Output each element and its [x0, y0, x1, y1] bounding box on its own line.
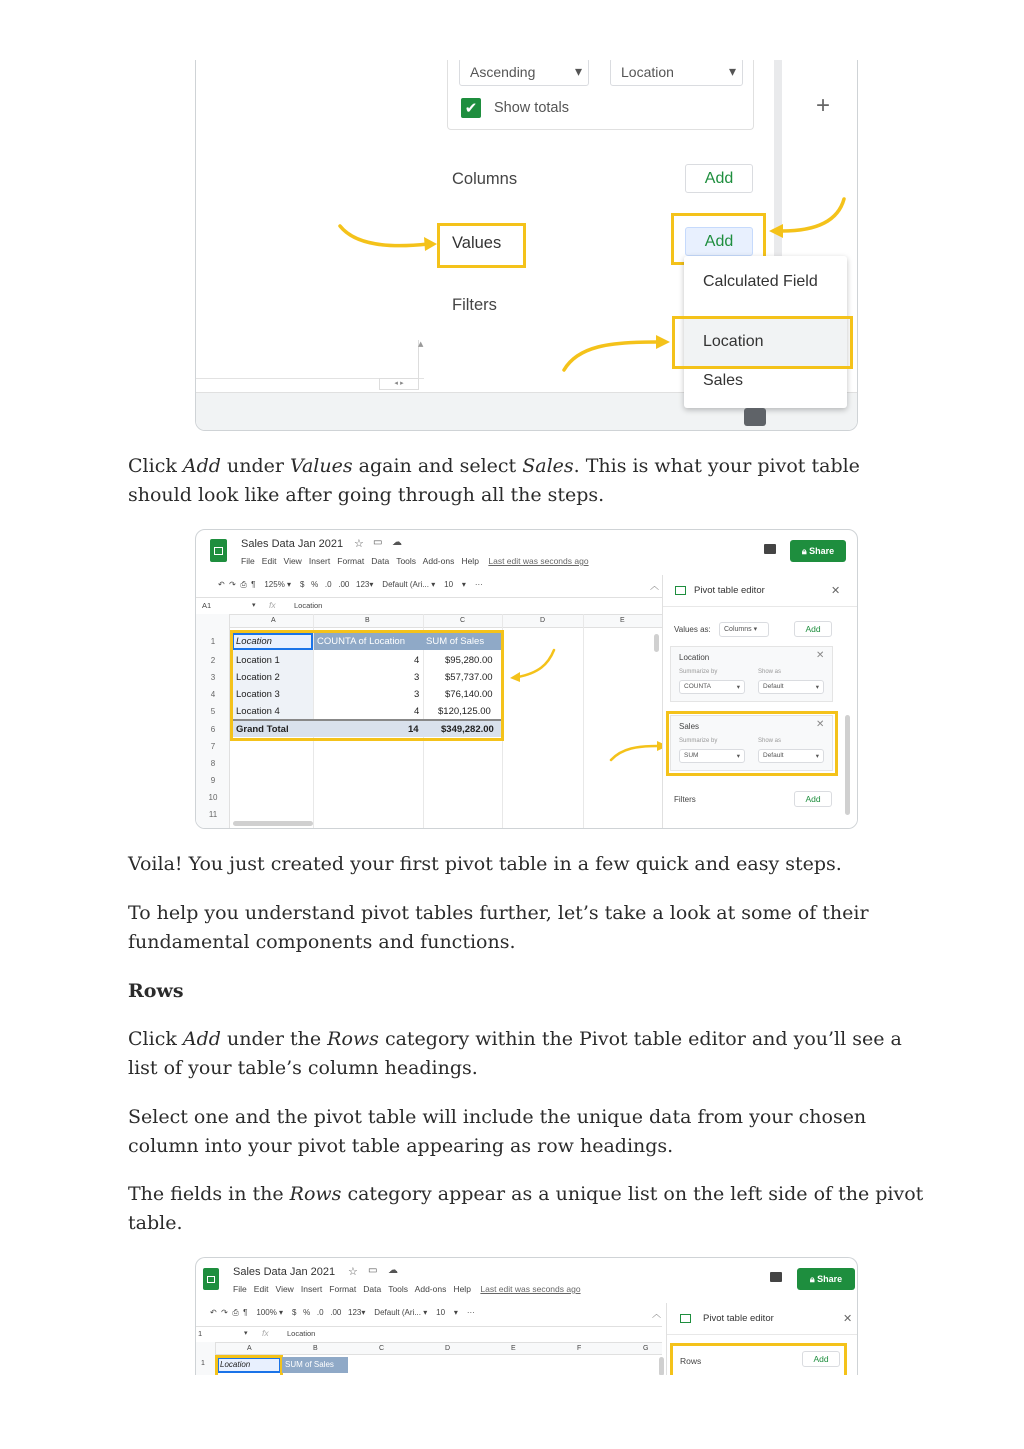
row-number[interactable]: 7 [210, 742, 216, 751]
panel-title: Pivot table editor [694, 585, 765, 596]
row-number[interactable]: 1 [210, 637, 216, 646]
show-as-value: Default [763, 683, 784, 690]
values-label: Values [452, 234, 502, 252]
paragraph-select-one: Select one and the pivot table will include the unique data from your chosen column into your pivot table appearing as row headings. [128, 1106, 867, 1157]
value-card-title: Sales [679, 722, 700, 731]
arrow-to-values-add [766, 195, 848, 240]
cloud-icon[interactable]: ☁ [388, 1265, 398, 1276]
col-header-f[interactable]: F [577, 1345, 582, 1352]
value-card-remove-icon[interactable]: ✕ [816, 650, 825, 661]
dropdown-item-location[interactable]: Location [703, 333, 764, 350]
panel-scrollbar[interactable] [845, 715, 850, 815]
col-header-b[interactable]: B [365, 617, 370, 624]
col-header-e[interactable]: E [620, 617, 625, 624]
cell-ref-dropdown-icon[interactable]: ▾ [252, 602, 256, 609]
percent-button[interactable]: % [303, 1308, 311, 1317]
row-number[interactable]: 2 [210, 656, 216, 665]
panel-title: Pivot table editor [703, 1313, 774, 1324]
decrease-decimal-button[interactable]: .0 [316, 1308, 324, 1317]
col-header-d[interactable]: D [445, 1345, 451, 1352]
row-number[interactable]: 4 [210, 690, 216, 699]
summarize-select[interactable]: COUNTA ▾ [679, 680, 745, 694]
explore-icon[interactable] [744, 408, 766, 426]
sales-card-highlight [666, 711, 838, 776]
dropdown-item-sales[interactable]: Sales [703, 372, 744, 389]
pivot-row-count[interactable]: 4 [414, 706, 420, 717]
values-add-button[interactable]: Add [685, 227, 753, 256]
filters-add-button[interactable]: Add [794, 791, 832, 807]
currency-button[interactable]: $ [299, 580, 305, 589]
sort-by-value: Location [621, 64, 674, 80]
menu-tools[interactable]: Tools [396, 556, 417, 566]
sort-order-select[interactable] [459, 60, 589, 86]
share-button[interactable] [790, 540, 846, 562]
pivot-row-label[interactable]: Location 4 [236, 706, 280, 717]
values-as-select[interactable]: Columns ▾ [719, 622, 769, 637]
more-button[interactable]: ··· [474, 580, 483, 589]
dropdown-item-calculated-field[interactable]: Calculated Field [703, 273, 818, 290]
sheets-logo-icon [203, 1268, 219, 1290]
grand-total-label[interactable]: Grand Total [236, 724, 289, 735]
summarize-select[interactable]: SUM ▾ [679, 749, 745, 763]
add-row-group-plus-icon[interactable]: + [816, 92, 831, 119]
cell-reference[interactable]: 1 [198, 1329, 203, 1338]
panel-scroll-up-icon[interactable]: ▲ [418, 340, 424, 348]
more-button[interactable]: ··· [466, 1308, 475, 1317]
pivot-row-sum[interactable]: $120,125.00 [438, 706, 491, 717]
col-header-d[interactable]: D [540, 617, 546, 624]
lock-icon: 🔒︎ [809, 1274, 815, 1284]
pivot-row-label[interactable]: Location 3 [236, 689, 280, 700]
row-number[interactable]: 8 [210, 759, 216, 768]
show-as-value: Default [763, 752, 784, 759]
formula-input[interactable]: Location [294, 601, 323, 610]
formula-input[interactable]: Location [287, 1329, 316, 1338]
paint-format-icon[interactable]: ¶ [251, 580, 256, 589]
screenshot-final-pivot-table [195, 529, 858, 829]
show-as-label: Show as [758, 669, 782, 675]
rows-add-button[interactable]: Add [802, 1351, 840, 1367]
fx-icon: fx [262, 1328, 269, 1338]
share-label: Share [817, 1274, 843, 1284]
doc-title[interactable]: Sales Data Jan 2021 [241, 538, 344, 550]
collapse-icon[interactable]: ︿ [652, 1309, 662, 1319]
pivot-editor-panel [666, 1303, 858, 1375]
summarize-label: Summarize by [679, 738, 718, 744]
menu-format[interactable]: Format [337, 556, 365, 566]
print-icon[interactable]: ⎙ [240, 580, 247, 589]
paragraph-help-understand: To help you understand pivot tables further, let’s take a look at some of their fundamental components and functions. [128, 902, 869, 953]
menu-tools[interactable]: Tools [388, 1284, 409, 1294]
cell-reference[interactable]: A1 [202, 601, 212, 610]
menu-addons[interactable]: Add-ons [422, 556, 455, 566]
row-number[interactable]: 3 [210, 673, 216, 682]
move-icon[interactable]: ▭ [368, 1265, 378, 1276]
value-card-remove-icon[interactable]: ✕ [816, 719, 825, 730]
menu-bar [241, 556, 589, 566]
increase-decimal-button[interactable]: .00 [338, 580, 350, 589]
paragraph-fields-rows: The fields in the Rows category appear as a unique list on the left side of the pivot table. [128, 1183, 924, 1234]
screenshot-rows-add [195, 1257, 858, 1375]
menu-edit[interactable]: Edit [253, 1284, 269, 1294]
pivot-header-counta[interactable]: COUNTA of Location [317, 636, 406, 647]
paragraph-voila: Voila! You just created your first pivot table in a few quick and easy steps. [128, 853, 842, 875]
menu-help[interactable]: Help [461, 556, 479, 566]
values-as-label: Values as: [674, 625, 711, 634]
values-add-button[interactable]: Add [794, 621, 832, 637]
menu-data[interactable]: Data [363, 1284, 382, 1294]
cell-ref-dropdown-icon[interactable]: ▾ [244, 1330, 248, 1337]
menu-data[interactable]: Data [371, 556, 390, 566]
show-as-select[interactable]: Default ▾ [758, 749, 824, 763]
col-header-a[interactable]: A [271, 617, 276, 624]
row-number[interactable]: 9 [210, 776, 216, 785]
values-as-value: Columns [724, 626, 752, 633]
col-header-c[interactable]: C [379, 1345, 385, 1352]
row-number[interactable]: 11 [208, 810, 218, 819]
pivot-row-label[interactable]: Location 1 [236, 655, 280, 666]
col-header-a[interactable]: A [247, 1345, 252, 1352]
share-label: Share [809, 546, 835, 556]
number-format-button[interactable]: 123 [356, 580, 370, 589]
pivot-row-count[interactable]: 3 [414, 672, 420, 683]
undo-icon[interactable]: ↶ [210, 1308, 217, 1317]
row-number[interactable]: 10 [208, 793, 218, 802]
pivot-row-label[interactable]: Location 2 [236, 672, 280, 683]
sheet-grid [196, 614, 662, 829]
arrow-to-table [508, 647, 558, 683]
menu-help[interactable]: Help [453, 1284, 471, 1294]
collapse-icon[interactable]: ︿ [650, 581, 660, 591]
pivot-row-count[interactable]: 4 [414, 655, 420, 666]
pivot-header-location[interactable]: Location [236, 636, 272, 647]
font-size-select[interactable]: 10 [444, 580, 454, 589]
zoom-select[interactable]: 125% [264, 580, 285, 589]
comments-icon[interactable] [764, 544, 776, 554]
pivot-row-sum[interactable]: $57,737.00 [445, 672, 493, 683]
paint-format-icon[interactable]: ¶ [243, 1308, 248, 1317]
col-header-b[interactable]: B [313, 1345, 318, 1352]
print-icon[interactable]: ⎙ [232, 1308, 239, 1317]
value-card-location [670, 646, 833, 702]
menu-bar [233, 1284, 581, 1294]
heading-rows: Rows [128, 980, 184, 1002]
menu-format[interactable]: Format [329, 1284, 357, 1294]
pivot-header-sum[interactable]: SUM of Sales [285, 1360, 334, 1369]
menu-addons[interactable]: Add-ons [414, 1284, 447, 1294]
comments-icon[interactable] [770, 1272, 782, 1282]
menu-file[interactable]: File [241, 556, 255, 566]
menu-file[interactable]: File [233, 1284, 247, 1294]
filters-label: Filters [452, 296, 497, 314]
cloud-icon[interactable]: ☁ [392, 537, 402, 548]
zoom-select[interactable]: 100% [256, 1308, 277, 1317]
increase-decimal-button[interactable]: .00 [330, 1308, 342, 1317]
row-number[interactable]: 5 [210, 707, 216, 716]
sheets-logo-icon [210, 539, 227, 562]
toolbar: ↶ ↷ ⎙ ¶ 100% ▾ $ % .0 .00 123▾ Default (Ari... ▾ 10 ▾ ··· [210, 1308, 475, 1317]
lock-icon: 🔒︎ [801, 546, 807, 556]
doc-title[interactable]: Sales Data Jan 2021 [233, 1266, 336, 1278]
columns-label: Columns [452, 170, 518, 188]
star-icon[interactable]: ☆ [354, 538, 364, 550]
col-header-g[interactable]: G [643, 1345, 649, 1352]
redo-icon[interactable]: ↷ [221, 1308, 228, 1317]
fx-icon: fx [269, 600, 276, 610]
number-format-button[interactable]: 123 [348, 1308, 362, 1317]
pivot-row-sum[interactable]: $95,280.00 [445, 655, 493, 666]
summarize-value: COUNTA [684, 683, 711, 690]
summarize-label: Summarize by [679, 669, 718, 675]
menu-insert[interactable]: Insert [300, 1284, 323, 1294]
pivot-editor-panel [662, 575, 858, 829]
pivot-row-sum[interactable]: $76,140.00 [445, 689, 493, 700]
menu-insert[interactable]: Insert [308, 556, 331, 566]
summarize-value: SUM [684, 752, 699, 759]
font-select[interactable]: Default (Ari... [374, 1308, 421, 1317]
show-as-label: Show as [758, 738, 782, 744]
arrow-to-sales-card [608, 738, 670, 764]
rows-label: Rows [680, 1356, 702, 1366]
percent-button[interactable]: % [311, 580, 319, 589]
undo-icon[interactable]: ↶ [218, 580, 225, 589]
check-icon: ✔ [464, 99, 478, 117]
toolbar: ↶ ↷ ⎙ ¶ 125% ▾ $ % .0 .00 123▾ Default (Ari... ▾ 10 ▾ ··· [218, 580, 483, 589]
show-totals-label: Show totals [494, 100, 569, 116]
grand-total-sum[interactable]: $349,282.00 [441, 724, 494, 735]
horizontal-scrollbar[interactable] [233, 821, 313, 826]
move-icon[interactable]: ▭ [373, 537, 383, 548]
font-size-select[interactable]: 10 [436, 1308, 446, 1317]
pivot-table-highlight [230, 630, 504, 741]
show-totals-checkbox[interactable] [461, 98, 481, 118]
pivot-header-location[interactable]: Location [220, 1360, 251, 1369]
menu-view[interactable]: View [283, 556, 302, 566]
pivot-row-count[interactable]: 3 [414, 689, 420, 700]
paragraph-click-add-rows: Click Add under the Rows category within the Pivot table editor and you’ll see a list of your table’s column headings. [128, 1028, 902, 1079]
grand-total-count[interactable]: 14 [408, 724, 419, 735]
menu-edit[interactable]: Edit [261, 556, 277, 566]
star-icon[interactable]: ☆ [348, 1266, 358, 1278]
arrow-to-values [336, 220, 438, 260]
last-edit-link[interactable]: Last edit was seconds ago [480, 1284, 581, 1294]
paragraph-values-sales: Click Add under Values again and select Sales. This is what your pivot table should look like after going through all the steps. [128, 455, 860, 506]
currency-button[interactable]: $ [291, 1308, 297, 1317]
last-edit-link[interactable]: Last edit was seconds ago [488, 556, 589, 566]
screenshot-pivot-values-add [195, 60, 858, 431]
show-as-select[interactable]: Default ▾ [758, 680, 824, 694]
col-header-e[interactable]: E [511, 1345, 516, 1352]
font-select[interactable]: Default (Ari... [382, 580, 429, 589]
filters-label: Filters [674, 795, 696, 804]
value-card-title: Location [679, 653, 710, 662]
row-number[interactable]: 6 [210, 725, 216, 734]
pivot-header-sum[interactable]: SUM of Sales [426, 636, 485, 647]
arrow-to-location [560, 322, 672, 374]
sheet-scroll-arrows[interactable]: ◂ ▸ [379, 378, 419, 390]
panel-close-icon[interactable]: ✕ [831, 585, 841, 597]
share-button[interactable] [797, 1268, 855, 1290]
redo-icon[interactable]: ↷ [229, 580, 236, 589]
pivot-table-icon [680, 1314, 691, 1323]
panel-close-icon[interactable]: ✕ [843, 1313, 853, 1325]
columns-add-button[interactable]: Add [685, 164, 753, 193]
sort-order-value: Ascending [470, 64, 536, 80]
menu-view[interactable]: View [275, 1284, 294, 1294]
pivot-table-icon [675, 586, 686, 595]
row-number[interactable]: 1 [201, 1360, 205, 1367]
col-header-c[interactable]: C [460, 617, 466, 624]
decrease-decimal-button[interactable]: .0 [324, 580, 332, 589]
sort-by-select[interactable] [610, 60, 743, 86]
